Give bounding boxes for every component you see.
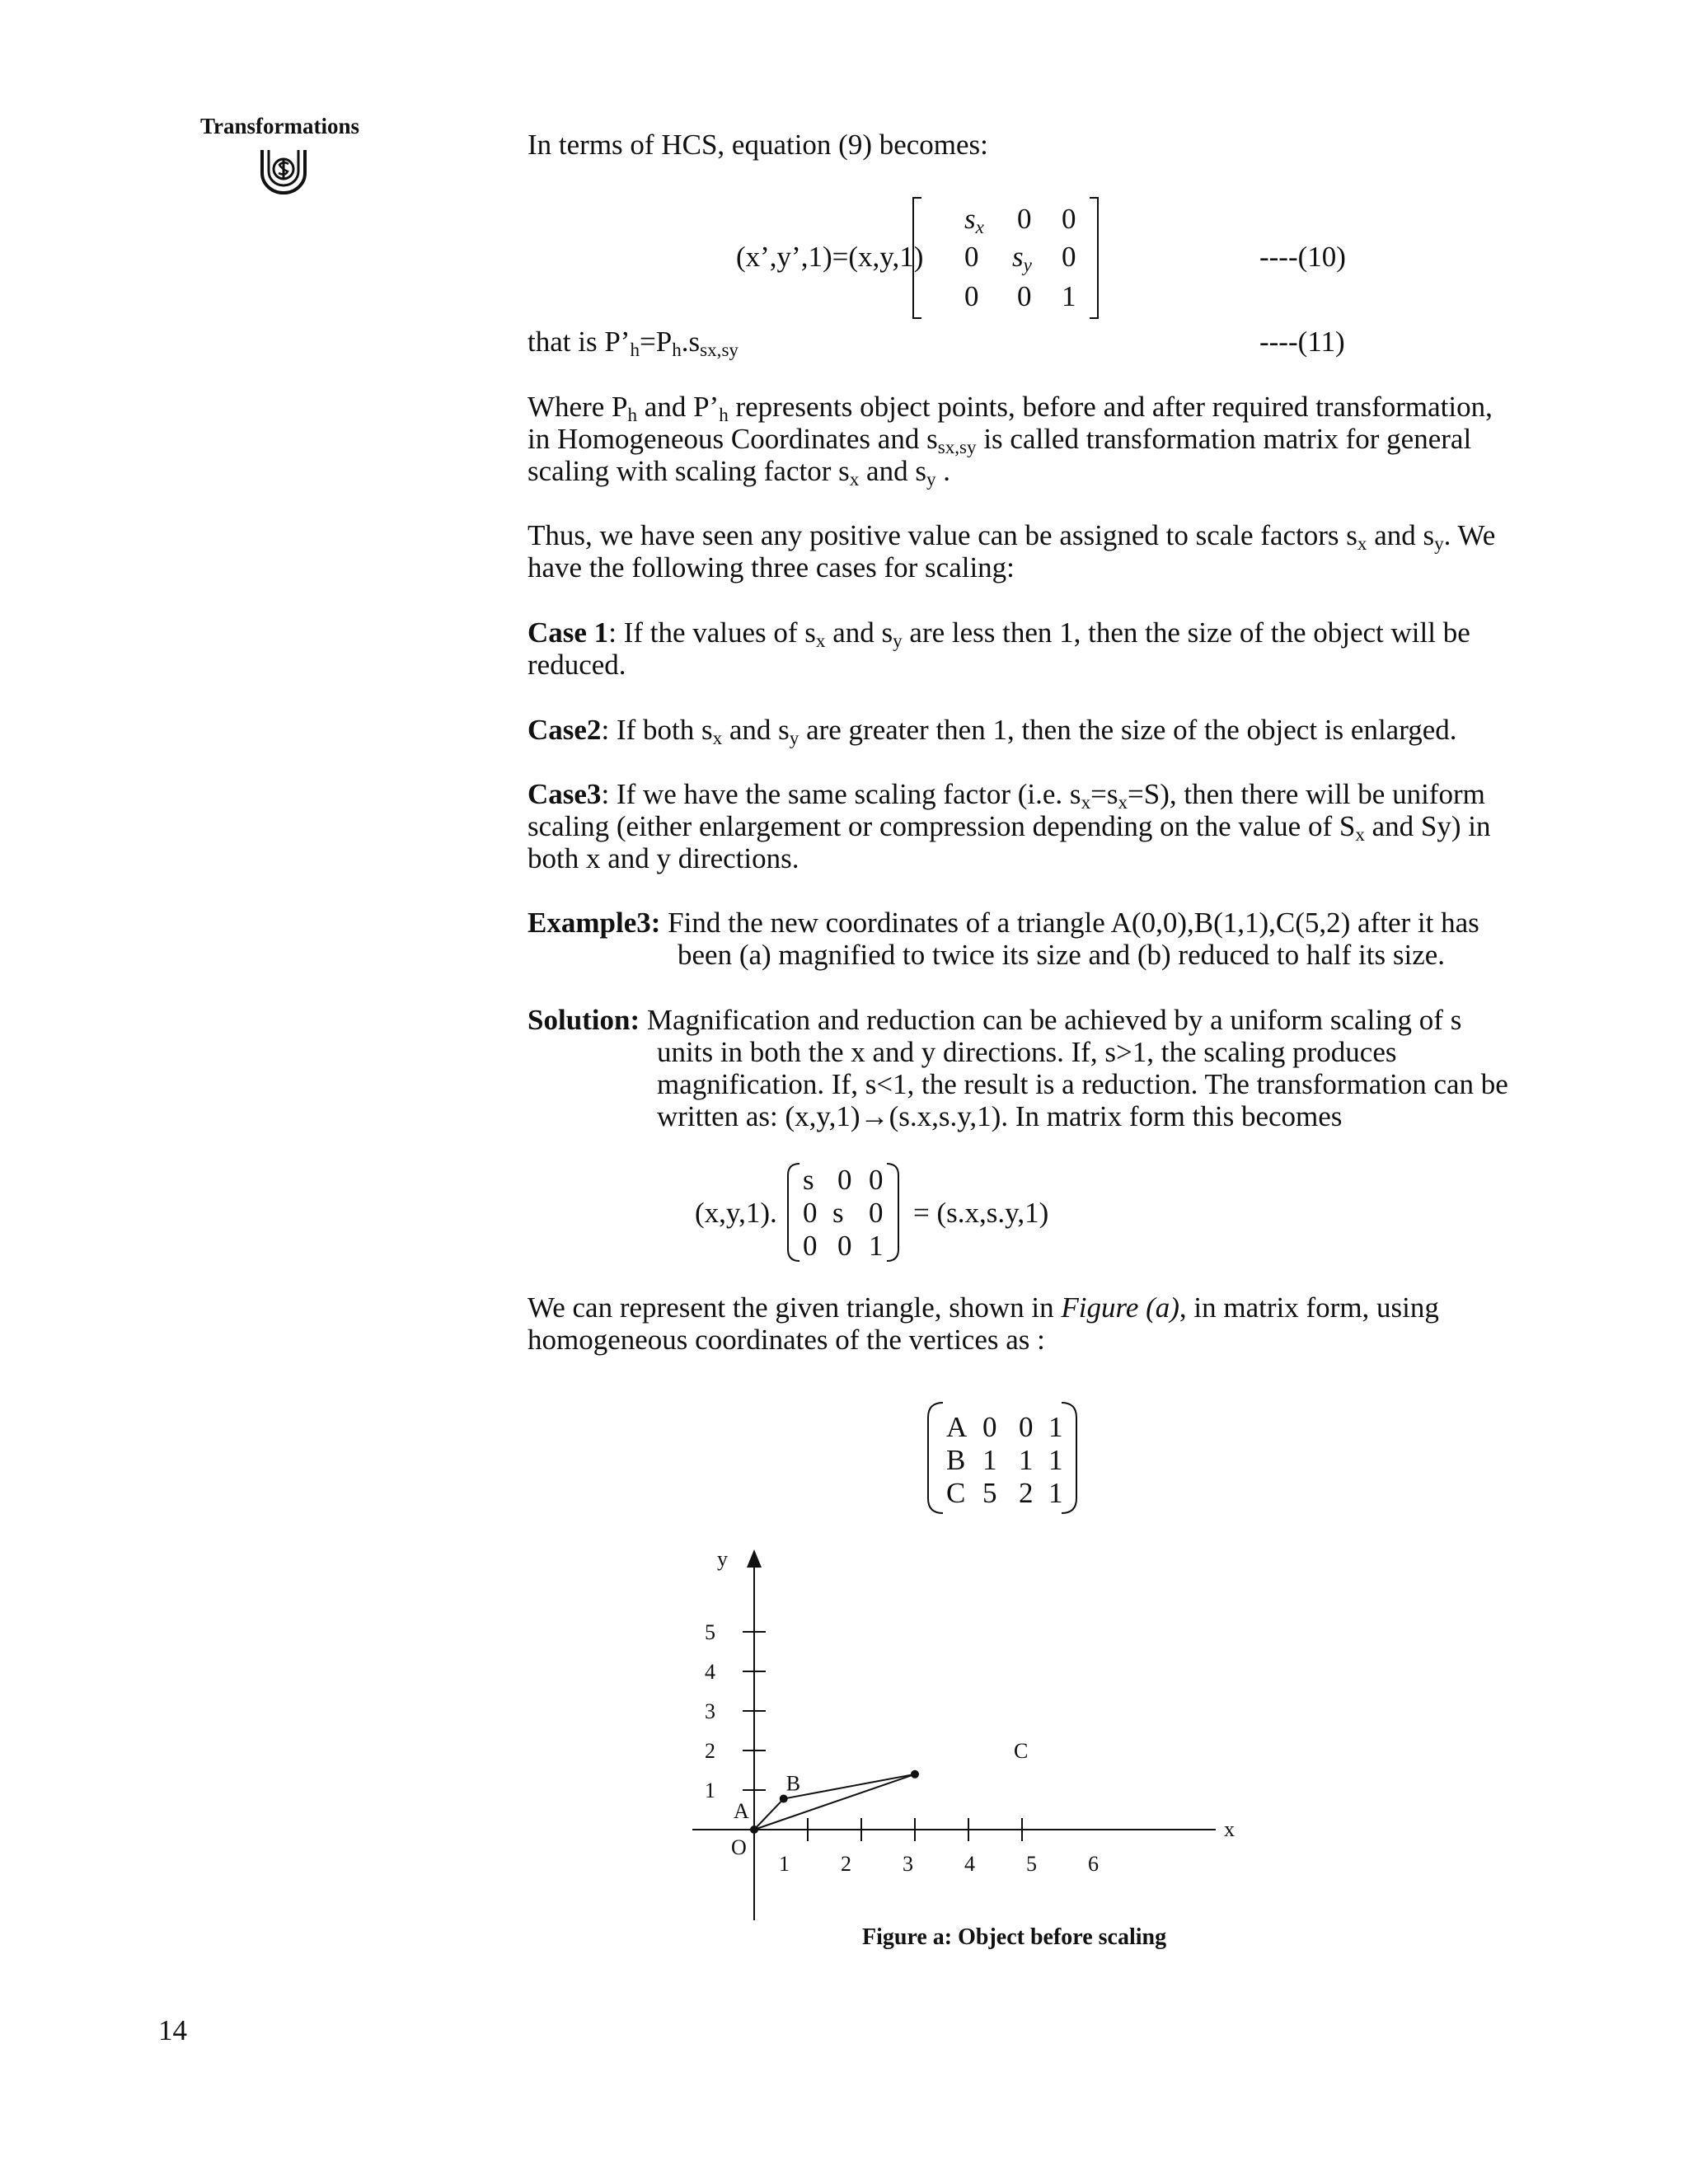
p3-line2: have the following three cases for scaling: xyxy=(528,551,1015,583)
eq11-text: that is $P’_h=P_h.s_{sx,sy}$ xyxy=(528,326,738,360)
vertex-matrix-cell: 5 xyxy=(982,1477,997,1509)
eq-scale-m12: 0 xyxy=(837,1164,852,1196)
p2-line1: Where $P_h$ and $P’_h$ represents object points, before and after required transformation, xyxy=(528,391,1493,425)
y-axis-arrow-icon xyxy=(747,1549,762,1568)
case3-line1: Case3: If we have the same scaling factor (i.e. $s_x=s_x=S$), then there will be uniform xyxy=(528,778,1485,813)
case1-line2: reduced. xyxy=(528,649,626,681)
case3-line2: scaling (either enlargement or compression depending on the value of $S_x$ and Sy) in xyxy=(528,810,1491,845)
eq10-m23: 0 xyxy=(1062,241,1076,273)
vertex-point-a xyxy=(750,1825,758,1834)
vertex-label-a: A xyxy=(734,1799,749,1823)
eq10-m13: 0 xyxy=(1062,203,1076,235)
vertex-matrix-cell: 1 xyxy=(1048,1444,1063,1476)
vertex-matrix-cell: C xyxy=(946,1477,966,1509)
eq-scale-m22: s xyxy=(832,1197,844,1229)
eq10-m11-sx: $s_x$ xyxy=(964,203,984,237)
vertex-label-c: C xyxy=(1014,1738,1029,1763)
figure-caption: Figure a: Object before scaling xyxy=(862,1924,1167,1950)
vertex-matrix-cell: 0 xyxy=(1019,1411,1034,1443)
eq-scale-m32: 0 xyxy=(837,1230,852,1262)
vertex-matrix-cell: A xyxy=(946,1411,968,1443)
x-tick-label: 2 xyxy=(841,1852,851,1876)
eq10-m21: 0 xyxy=(964,241,979,273)
vertex-matrix xyxy=(925,1401,1080,1516)
page-number: 14 xyxy=(158,2014,187,2046)
vertex-matrix-cell: 1 xyxy=(1048,1411,1063,1443)
vertex-matrix-cell: 1 xyxy=(1048,1477,1063,1509)
figure-a-svg xyxy=(676,1508,1253,1937)
example3-line2: been (a) magnified to twice its size and (b) reduced to half its size. xyxy=(678,939,1446,971)
vertex-point-c xyxy=(911,1770,919,1779)
eq-scale-m33: 1 xyxy=(869,1230,884,1262)
eq10-number: ----(10) xyxy=(1259,241,1346,273)
x-tick-label: 3 xyxy=(903,1852,913,1876)
solution-line3: magnification. If, s<1, the result is a reduction. The transformation can be xyxy=(657,1068,1508,1100)
vertex-matrix-cell: 0 xyxy=(982,1411,997,1443)
eq-scale-rhs: = (s.x,s.y,1) xyxy=(913,1197,1049,1229)
origin-label: O xyxy=(731,1835,747,1859)
eq-scale-m13: 0 xyxy=(869,1164,884,1196)
y-axis-label: y xyxy=(717,1547,728,1571)
arrow-right-icon: → xyxy=(860,1100,889,1132)
vertex-matrix-cell: 2 xyxy=(1019,1477,1034,1509)
vertex-label-b: B xyxy=(785,1771,801,1796)
eq-scale-matrix xyxy=(786,1162,902,1263)
triangle-edge-ac xyxy=(754,1771,915,1830)
p3-line1: Thus, we have seen any positive value can be assigned to scale factors $s_x$ and $s_y$. We xyxy=(528,519,1496,554)
p2-line2: in Homogeneous Coordinates and $s_{sx,sy}$ is called transformation matrix for general xyxy=(528,423,1472,457)
p4-line2: homogeneous coordinates of the vertices as : xyxy=(528,1324,1045,1356)
running-header: Transformations xyxy=(200,114,359,138)
solution-line2: units in both the x and y directions. If, s>1, the scaling produces xyxy=(657,1036,1397,1068)
eq10-matrix xyxy=(912,196,1100,320)
vertex-matrix-cell: B xyxy=(946,1444,966,1476)
vertex-matrix-cell: 1 xyxy=(982,1444,997,1476)
solution-line1: Solution: Magnification and reduction can be achieved by a uniform scaling of s xyxy=(528,1004,1462,1036)
eq10-m12: 0 xyxy=(1017,203,1032,235)
y-tick-label: 3 xyxy=(705,1699,715,1723)
y-tick-label: 2 xyxy=(705,1739,715,1763)
eq-scale-m21: 0 xyxy=(803,1197,818,1229)
eq10-m31: 0 xyxy=(964,280,979,312)
p2-line3: scaling with scaling factor $s_x$ and $s_y$ . xyxy=(528,455,950,490)
x-tick-label: 6 xyxy=(1088,1852,1099,1876)
case3-line3: both x and y directions. xyxy=(528,842,799,874)
y-tick-label: 5 xyxy=(705,1620,715,1644)
p4-line1: We can represent the given triangle, shown in Figure (a), in matrix form, using xyxy=(528,1291,1439,1324)
ignou-logo-icon xyxy=(257,142,310,194)
eq10-m22-sy: $s_y$ xyxy=(1012,241,1032,275)
example3-line1: Example3: Find the new coordinates of a triangle A(0,0),B(1,1),C(5,2) after it has xyxy=(528,907,1479,939)
case2-line1: Case2: If both $s_x$ and $s_y$ are greater then 1, then the size of the object is enlarged. xyxy=(528,714,1457,748)
eq10-lhs: (x’,y’,1)=(x,y,1) xyxy=(736,241,924,273)
x-axis-label: x xyxy=(1224,1817,1235,1841)
eq10-m33: 1 xyxy=(1062,280,1076,312)
intro-paragraph: In terms of HCS, equation (9) becomes: xyxy=(528,129,988,161)
figure-a-chart xyxy=(676,1508,1253,1937)
vertex-matrix-cell: 1 xyxy=(1019,1444,1034,1476)
eq10-m32: 0 xyxy=(1017,280,1032,312)
eq-scale-m23: 0 xyxy=(869,1197,884,1229)
vertex-point-b xyxy=(780,1795,788,1803)
solution-line4: written as: (x,y,1)→(s.x,s.y,1). In matrix form this becomes xyxy=(657,1100,1343,1132)
case1-line1: Case 1: If the values of $s_x$ and $s_y$ are less then 1, then the size of the object will be xyxy=(528,616,1470,651)
x-tick-label: 4 xyxy=(964,1852,975,1876)
x-tick-label: 1 xyxy=(779,1852,790,1876)
eq11-number: ----(11) xyxy=(1259,326,1345,358)
y-tick-label: 4 xyxy=(705,1660,715,1684)
eq-scale-m31: 0 xyxy=(803,1230,818,1262)
triangle-edge-bc xyxy=(784,1771,915,1799)
eq-scale-lhs: (x,y,1). xyxy=(695,1197,777,1229)
y-tick-label: 1 xyxy=(705,1779,715,1802)
x-tick-label: 5 xyxy=(1026,1852,1037,1876)
eq-scale-m11: s xyxy=(803,1164,814,1196)
